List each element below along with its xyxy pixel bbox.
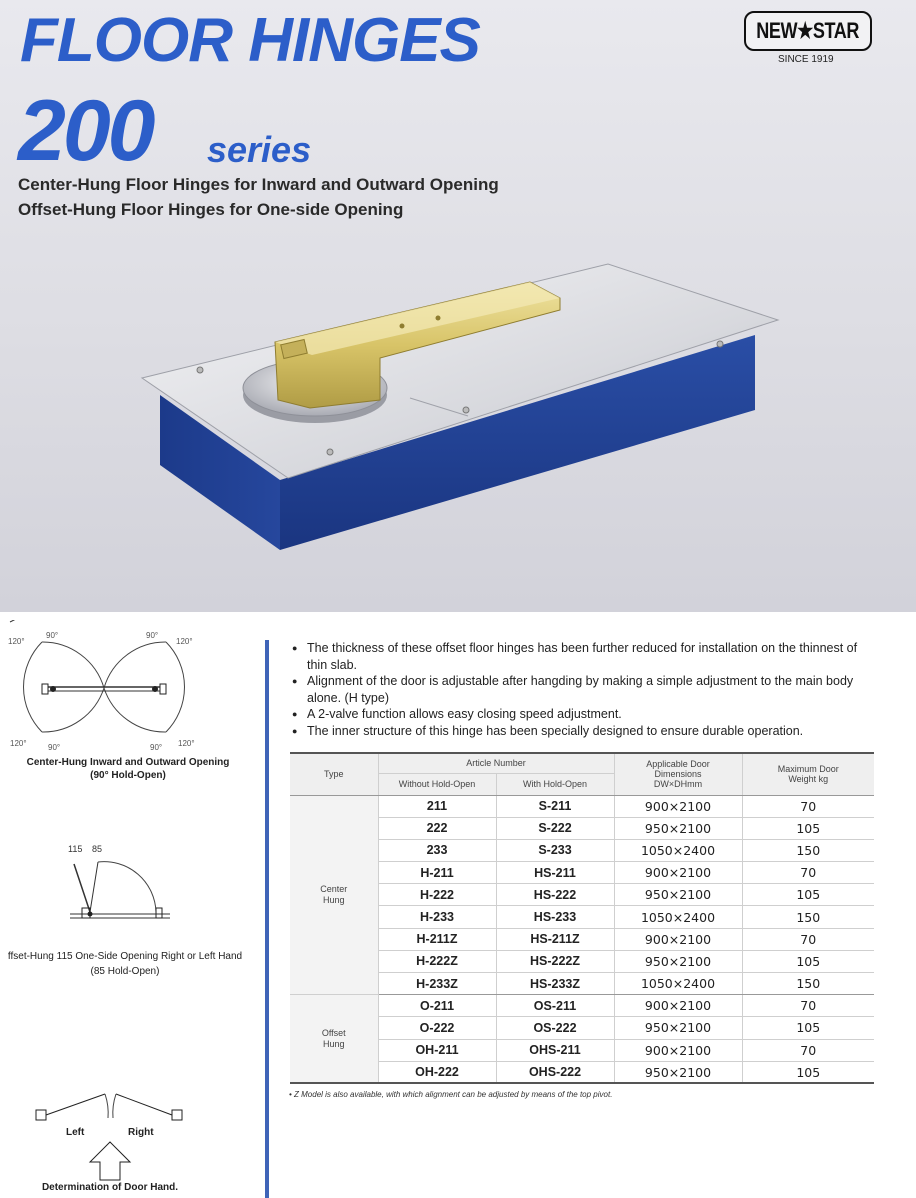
cell-weight: 105 <box>742 1061 874 1083</box>
cell-with: OS-222 <box>496 1017 614 1039</box>
cell-without: H-211Z <box>378 928 496 950</box>
cell-weight: 150 <box>742 906 874 928</box>
cell-dimensions: 950×2100 <box>614 884 742 906</box>
brand-since: SINCE 1919 <box>778 54 834 65</box>
cell-weight: 105 <box>742 950 874 972</box>
center-hung-caption <box>8 757 248 781</box>
table-row <box>290 795 874 817</box>
type-cell: Offset Hung <box>290 995 378 1084</box>
cell-without: OH-211 <box>378 1039 496 1061</box>
cell-dimensions: 1050×2400 <box>614 973 742 995</box>
cell-with: S-222 <box>496 817 614 839</box>
table-row <box>290 817 874 839</box>
feature-item: ● The thickness of these offset floor hinges has been further reduced for installation on the thinnest of thin slab. <box>292 640 880 673</box>
table-row <box>290 995 874 1017</box>
left-label: Left <box>66 1127 85 1138</box>
angle-label: 120° <box>10 739 27 748</box>
offset-hung-diagram <box>60 838 190 928</box>
cell-without: 211 <box>378 795 496 817</box>
cell-without: 233 <box>378 839 496 861</box>
cell-without: H-222 <box>378 884 496 906</box>
cell-weight: 150 <box>742 973 874 995</box>
header-with-hold-open: With Hold-Open <box>496 773 614 795</box>
cell-without: H-233Z <box>378 973 496 995</box>
arrow-up-icon <box>90 1142 130 1180</box>
cell-weight: 70 <box>742 995 874 1017</box>
cell-weight: 105 <box>742 817 874 839</box>
cell-with: HS-233Z <box>496 973 614 995</box>
subtitle-offset-hung: Offset-Hung Floor Hinges for One-side Opening <box>18 200 404 219</box>
angle-label: 120° <box>176 637 193 646</box>
caption-line: (85 Hold-Open) <box>90 966 160 977</box>
cell-without: H-233 <box>378 906 496 928</box>
table-row <box>290 1061 874 1083</box>
header-article-number: Article Number <box>378 753 614 773</box>
cell-without: OH-222 <box>378 1061 496 1083</box>
cell-weight: 70 <box>742 928 874 950</box>
brand-name: NEW★STAR <box>756 18 860 43</box>
door-hand-caption: Determination of Door Hand. <box>41 1182 179 1193</box>
table-row <box>290 839 874 861</box>
cell-without: H-222Z <box>378 950 496 972</box>
cell-dimensions: 900×2100 <box>614 795 742 817</box>
angle-label: 90° <box>46 631 59 640</box>
angle-label: 90° <box>48 743 61 750</box>
angle-label: 85 <box>92 844 103 854</box>
table-row <box>290 928 874 950</box>
subtitle-center-hung: Center-Hung Floor Hinges for Inward and Outward Opening <box>18 175 499 194</box>
table-row <box>290 1017 874 1039</box>
cell-dimensions: 900×2100 <box>614 995 742 1017</box>
cell-with: S-211 <box>496 795 614 817</box>
cell-dimensions: 950×2100 <box>614 950 742 972</box>
table-row <box>290 884 874 906</box>
center-hung-diagram <box>4 620 244 750</box>
cell-without: O-222 <box>378 1017 496 1039</box>
caption-line: (90° Hold-Open) <box>90 770 166 781</box>
header-without-hold-open: Without Hold-Open <box>378 773 496 795</box>
table-row <box>290 862 874 884</box>
cell-dimensions: 1050×2400 <box>614 906 742 928</box>
section-divider <box>265 640 269 1198</box>
cell-with: HS-211Z <box>496 928 614 950</box>
cell-weight: 70 <box>742 1039 874 1061</box>
cell-without: 222 <box>378 817 496 839</box>
cell-with: HS-222 <box>496 884 614 906</box>
cell-without: H-211 <box>378 862 496 884</box>
angle-label: 90° <box>150 743 163 750</box>
brand-logo <box>744 11 872 51</box>
feature-list <box>292 640 880 739</box>
cell-dimensions: 950×2100 <box>614 1061 742 1083</box>
cell-with: HS-233 <box>496 906 614 928</box>
floor-hinge-product-image <box>130 250 780 570</box>
cell-dimensions: 1050×2400 <box>614 839 742 861</box>
series-number: 200 <box>18 83 153 179</box>
cell-weight: 150 <box>742 839 874 861</box>
spec-table <box>290 752 874 1084</box>
cell-dimensions: 950×2100 <box>614 1017 742 1039</box>
cell-dimensions: 900×2100 <box>614 928 742 950</box>
offset-hung-caption <box>0 951 250 977</box>
angle-label: 115 <box>68 844 83 854</box>
table-row <box>290 950 874 972</box>
cell-weight: 70 <box>742 862 874 884</box>
right-label: Right <box>128 1127 154 1138</box>
feature-item: ● A 2-valve function allows easy closing speed adjustment. <box>292 706 880 723</box>
series-word: series <box>207 129 312 170</box>
angle-label: 90° <box>146 631 159 640</box>
table-row <box>290 1039 874 1061</box>
header-dimensions: Applicable Door Dimensions DW×DHmm <box>614 753 742 795</box>
cell-with: S-233 <box>496 839 614 861</box>
cell-weight: 70 <box>742 795 874 817</box>
caption-line: ffset-Hung 115 One-Side Opening Right or Left Hand <box>7 951 243 962</box>
cell-weight: 105 <box>742 884 874 906</box>
cell-with: OS-211 <box>496 995 614 1017</box>
feature-item: ● The inner structure of this hinge has been specially designed to ensure durable operation. <box>292 723 880 740</box>
header-weight: Maximum Door Weight kg <box>742 753 874 795</box>
caption-line: Center-Hung Inward and Outward Opening <box>26 757 230 768</box>
cell-with: HS-211 <box>496 862 614 884</box>
cell-dimensions: 950×2100 <box>614 817 742 839</box>
door-hand-diagram <box>30 1076 200 1186</box>
table-row <box>290 973 874 995</box>
cell-with: HS-222Z <box>496 950 614 972</box>
page-title: FLOOR HINGES <box>20 6 480 75</box>
cell-dimensions: 900×2100 <box>614 1039 742 1061</box>
cell-with: OHS-222 <box>496 1061 614 1083</box>
cell-dimensions: 900×2100 <box>614 862 742 884</box>
header-type: Type <box>290 753 378 795</box>
cell-without: O-211 <box>378 995 496 1017</box>
type-cell: Center Hung <box>290 795 378 995</box>
footnote: • Z Model is also available, with which alignment can be adjusted by means of the top pivot. <box>289 1090 613 1099</box>
angle-label: 120° <box>8 637 25 646</box>
angle-label: 120° <box>178 739 195 748</box>
cell-weight: 105 <box>742 1017 874 1039</box>
cell-with: OHS-211 <box>496 1039 614 1061</box>
feature-item: ● Alignment of the door is adjustable after hangding by making a simple adjustment to the main body alone. (H type) <box>292 673 880 706</box>
table-row <box>290 906 874 928</box>
